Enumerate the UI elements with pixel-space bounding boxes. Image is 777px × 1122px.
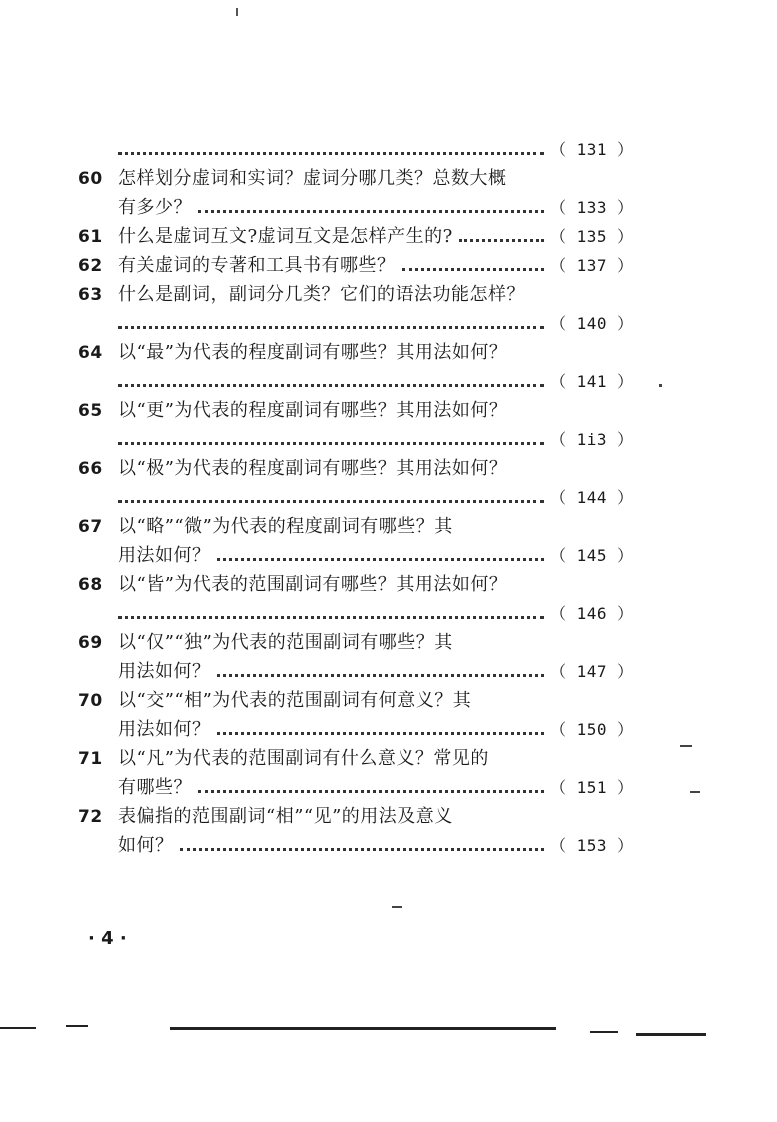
entry-title: 表偏指的范围副词“相”“见”的用法及意义: [118, 806, 453, 827]
toc-line: [78, 770, 634, 799]
dot-leader: [118, 442, 544, 445]
entry-page: （ 140 ）: [550, 314, 634, 333]
entry-page: （ 153 ）: [550, 836, 634, 855]
entry-body: [118, 690, 618, 712]
scan-rule: [66, 1025, 88, 1027]
entry-title: 如何？: [118, 835, 174, 856]
entry-body: [118, 748, 618, 770]
entry-page: （ 131 ）: [550, 140, 634, 159]
dot-leader: [118, 152, 544, 155]
entry-number: 66: [78, 459, 103, 479]
entry-title: 用法如何？: [118, 719, 211, 740]
entry-title: 以“皆”为代表的范围副词有哪些？其用法如何？: [118, 574, 508, 595]
dot-leader: [118, 500, 544, 503]
entry-body: [118, 139, 634, 161]
toc-line: [78, 538, 634, 567]
entry-body: [118, 574, 618, 596]
toc-line: [78, 625, 618, 654]
toc-line: [78, 596, 634, 625]
entry-body: [118, 632, 618, 654]
entry-number: 63: [78, 285, 103, 305]
entry-body: [118, 400, 618, 422]
toc-line: [78, 480, 634, 509]
entry-page: （ 141 ）: [550, 372, 634, 391]
entry-page: （ 144 ）: [550, 488, 634, 507]
entry-body: [118, 168, 618, 190]
entry-title: 以“更”为代表的程度副词有哪些？其用法如何？: [118, 400, 508, 421]
entry-body: [118, 371, 634, 393]
toc-line: [78, 567, 618, 596]
entry-number: 72: [78, 807, 103, 827]
entry-number: 71: [78, 749, 103, 769]
dot-leader: [180, 848, 545, 851]
entry-title: 用法如何？: [118, 661, 211, 682]
toc-line: [78, 509, 618, 538]
scan-mark: [236, 8, 238, 16]
entry-number: 62: [78, 256, 103, 276]
toc-line: [78, 190, 634, 219]
entry-number: 64: [78, 343, 103, 363]
toc-line: [78, 422, 634, 451]
entry-body: [118, 429, 634, 451]
dot-leader: [402, 268, 545, 271]
scan-speck: [659, 384, 662, 387]
entry-body: [118, 458, 618, 480]
entry-title: 有多少？: [118, 197, 192, 218]
entry-page: （ 150 ）: [550, 720, 634, 739]
dot-leader: [217, 674, 545, 677]
entry-title: 以“交”“相”为代表的范围副词有何意义？其: [118, 690, 472, 711]
toc-line: [78, 364, 634, 393]
entry-page: （ 135 ）: [550, 227, 634, 246]
entry-number: 69: [78, 633, 103, 653]
dot-leader: [198, 210, 544, 213]
entry-number: 61: [78, 227, 103, 247]
dot-leader: [118, 326, 544, 329]
entry-body: [118, 545, 634, 567]
toc-line: [78, 219, 634, 248]
entry-page: （ 151 ）: [550, 778, 634, 797]
entry-body: [118, 342, 618, 364]
entry-body: [118, 603, 634, 625]
toc-line: [78, 712, 634, 741]
scan-rule: [590, 1031, 618, 1033]
scan-speck: [690, 791, 700, 793]
dot-leader: [217, 732, 545, 735]
page-number: · 4 ·: [88, 928, 127, 949]
scan-speck: [392, 906, 402, 908]
entry-page: （ 133 ）: [550, 198, 634, 217]
entry-page: （ 146 ）: [550, 604, 634, 623]
entry-title: 怎样划分虚词和实词？虚词分哪几类？总数大概: [118, 168, 507, 189]
scan-rule: [636, 1033, 706, 1036]
toc-line: [78, 799, 618, 828]
scan-rule: [0, 1027, 36, 1029]
entry-title: 以“极”为代表的程度副词有哪些？其用法如何？: [118, 458, 508, 479]
entry-title: 以“仅”“独”为代表的范围副词有哪些？其: [118, 632, 453, 653]
scan-speck: [680, 745, 692, 747]
toc-line: [78, 335, 618, 364]
entry-body: [118, 284, 618, 306]
toc-line: [78, 393, 618, 422]
entry-body: [118, 516, 618, 538]
entry-title: 什么是虚词互文?虚词互文是怎样产生的?: [118, 226, 453, 247]
entry-title: 以“最”为代表的程度副词有哪些？其用法如何？: [118, 342, 508, 363]
entry-page: （ 145 ）: [550, 546, 634, 565]
toc-line: [78, 741, 618, 770]
toc-line: [78, 306, 634, 335]
table-of-contents: [78, 131, 634, 857]
dot-leader: [118, 616, 544, 619]
entry-title: 有关虚词的专著和工具书有哪些？: [118, 255, 396, 276]
entry-body: [118, 255, 634, 277]
entry-body: [118, 719, 634, 741]
toc-line: [78, 451, 618, 480]
entry-body: [118, 661, 634, 683]
entry-number: 68: [78, 575, 103, 595]
scan-rule: [170, 1027, 556, 1030]
entry-body: [118, 226, 634, 248]
entry-number: 60: [78, 169, 103, 189]
entry-number: 67: [78, 517, 103, 537]
entry-page: （ 147 ）: [550, 662, 634, 681]
entry-body: [118, 313, 634, 335]
entry-body: [118, 835, 634, 857]
entry-number: 65: [78, 401, 103, 421]
dot-leader: [198, 790, 544, 793]
entry-title: 有哪些？: [118, 777, 192, 798]
entry-page: （ 137 ）: [550, 256, 634, 275]
toc-line: [78, 683, 618, 712]
toc-line: [78, 828, 634, 857]
entry-title: 什么是副词，副词分几类？它们的语法功能怎样？: [118, 284, 525, 305]
entry-title: 以“略”“微”为代表的程度副词有哪些？其: [118, 516, 453, 537]
entry-page: （ 1i3 ）: [550, 430, 634, 449]
entry-body: [118, 197, 634, 219]
entry-body: [118, 487, 634, 509]
toc-line: [78, 248, 634, 277]
toc-line: [78, 131, 634, 161]
dot-leader: [217, 558, 545, 561]
entry-body: [118, 806, 618, 828]
toc-line: [78, 654, 634, 683]
entry-title: 用法如何？: [118, 545, 211, 566]
toc-line: [78, 161, 618, 190]
toc-line: [78, 277, 618, 306]
dot-leader: [118, 384, 544, 387]
entry-title: 以“凡”为代表的范围副词有什么意义？常见的: [118, 748, 489, 769]
entry-number: 70: [78, 691, 103, 711]
entry-body: [118, 777, 634, 799]
dot-leader: [459, 239, 544, 242]
